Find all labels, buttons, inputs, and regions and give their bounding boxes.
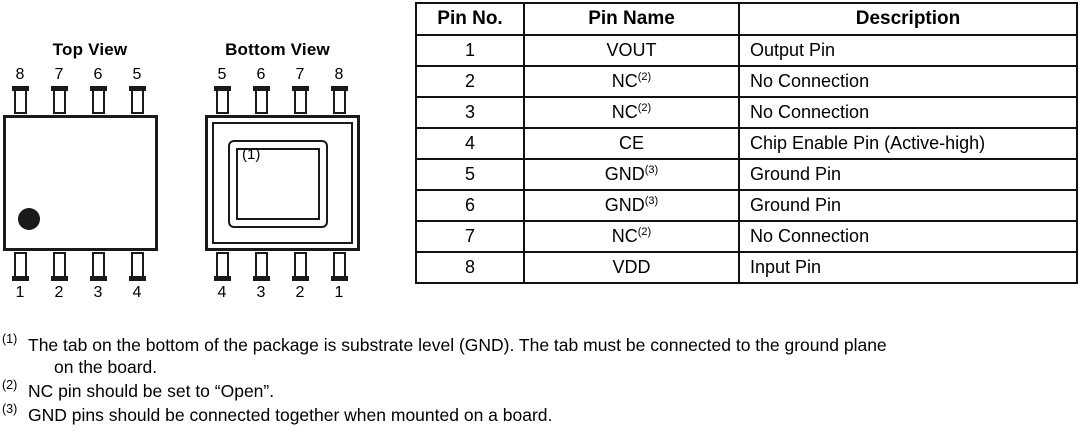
table-row bbox=[416, 128, 1077, 159]
pin-name-text: VOUT bbox=[606, 40, 657, 60]
table-row bbox=[416, 35, 1077, 66]
bottom-view-lead-7 bbox=[294, 88, 307, 114]
bottom-view-lead-2 bbox=[294, 252, 307, 278]
table-row bbox=[416, 66, 1077, 97]
cell-description: No Connection bbox=[739, 97, 1077, 128]
cell-pin-name bbox=[524, 66, 739, 97]
top-view-lead-8 bbox=[14, 88, 27, 114]
column-header-pin-name: Pin Name bbox=[524, 3, 739, 35]
top-view-lead-3 bbox=[92, 252, 105, 278]
top-view-lead-cap-2 bbox=[51, 276, 68, 281]
cell-description: Input Pin bbox=[739, 252, 1077, 283]
table-row bbox=[416, 221, 1077, 252]
bottom-view-lead-cap-3 bbox=[253, 276, 270, 281]
footnote-3-text: GND pins should be connected together when mounted on a board. bbox=[28, 405, 553, 426]
top-view-lead-6 bbox=[92, 88, 105, 114]
pin-name-text: VDD bbox=[612, 257, 651, 277]
bottom-view-pin-label-4: 4 bbox=[217, 284, 227, 301]
top-view-lead-cap-7 bbox=[51, 86, 68, 91]
table-header-row bbox=[416, 3, 1077, 35]
top-view-pin1-dot-icon bbox=[18, 208, 40, 230]
pin-description-table bbox=[415, 2, 1078, 284]
top-view-lead-cap-4 bbox=[129, 276, 146, 281]
pin-name-text: GND bbox=[604, 164, 645, 184]
cell-pin-no: 1 bbox=[416, 35, 524, 66]
bottom-view-lead-1 bbox=[333, 252, 346, 278]
top-view-lead-cap-6 bbox=[90, 86, 107, 91]
cell-pin-no: 4 bbox=[416, 128, 524, 159]
bottom-view-tab-footnote-label: (1) bbox=[242, 146, 261, 163]
cell-pin-no: 8 bbox=[416, 252, 524, 283]
footnote-2 bbox=[2, 380, 1078, 402]
footnote-1-continuation: on the board. bbox=[54, 357, 158, 378]
bottom-view-lead-cap-6 bbox=[253, 86, 270, 91]
top-view-pin-label-1: 1 bbox=[15, 284, 25, 301]
pin-name-text: NC bbox=[611, 102, 638, 122]
footnote-2-marker: (2) bbox=[2, 378, 18, 393]
top-view-lead-cap-3 bbox=[90, 276, 107, 281]
cell-pin-name bbox=[524, 159, 739, 190]
top-view-package-body bbox=[3, 115, 158, 251]
cell-description: No Connection bbox=[739, 66, 1077, 97]
table-row bbox=[416, 97, 1077, 128]
cell-pin-no: 7 bbox=[416, 221, 524, 252]
bottom-view-lead-cap-8 bbox=[331, 86, 348, 91]
cell-pin-no: 5 bbox=[416, 159, 524, 190]
cell-description: No Connection bbox=[739, 221, 1077, 252]
table-row bbox=[416, 252, 1077, 283]
bottom-view-lead-4 bbox=[216, 252, 229, 278]
pin-table-body bbox=[416, 35, 1077, 283]
package-diagrams bbox=[0, 0, 410, 325]
top-view-title: Top View bbox=[52, 40, 128, 59]
table-row bbox=[416, 159, 1077, 190]
top-view-lead-cap-8 bbox=[12, 86, 29, 91]
bottom-view-lead-5 bbox=[216, 88, 229, 114]
bottom-view-lead-cap-7 bbox=[292, 86, 309, 91]
footnote-3 bbox=[2, 404, 1078, 426]
footnote-1-text: The tab on the bottom of the package is substrate level (GND). The tab must be connected to the ground plane bbox=[28, 335, 887, 355]
bottom-view-lead-cap-2 bbox=[292, 276, 309, 281]
top-view-pin-label-8: 8 bbox=[15, 66, 25, 83]
bottom-view-pin-label-2: 2 bbox=[295, 284, 305, 301]
top-view-lead-2 bbox=[53, 252, 66, 278]
column-header-description: Description bbox=[739, 3, 1077, 35]
top-view-lead-cap-5 bbox=[129, 86, 146, 91]
pin-name-footnote-marker: (3) bbox=[644, 195, 659, 207]
top-view-pin-label-3: 3 bbox=[93, 284, 103, 301]
bottom-view-pin-label-6: 6 bbox=[256, 66, 266, 83]
cell-pin-no: 6 bbox=[416, 190, 524, 221]
cell-pin-no: 2 bbox=[416, 66, 524, 97]
cell-pin-name bbox=[524, 35, 739, 66]
pin-name-footnote-marker: (2) bbox=[637, 102, 652, 114]
footnote-1-marker: (1) bbox=[2, 332, 18, 346]
footnote-2-text: NC pin should be set to “Open”. bbox=[28, 381, 275, 402]
bottom-view-lead-8 bbox=[333, 88, 346, 114]
top-view-lead-5 bbox=[131, 88, 144, 114]
bottom-view-lead-3 bbox=[255, 252, 268, 278]
bottom-view-pin-label-5: 5 bbox=[217, 66, 227, 83]
bottom-view-pin-label-8: 8 bbox=[334, 66, 344, 83]
bottom-view-pin-label-1: 1 bbox=[334, 284, 344, 301]
pin-name-footnote-marker: (2) bbox=[637, 226, 652, 238]
top-view-lead-1 bbox=[14, 252, 27, 278]
bottom-view-lead-cap-4 bbox=[214, 276, 231, 281]
pin-name-text: NC bbox=[611, 226, 638, 246]
cell-pin-name bbox=[524, 128, 739, 159]
top-view-lead-4 bbox=[131, 252, 144, 278]
bottom-view-lead-6 bbox=[255, 88, 268, 114]
cell-pin-no: 3 bbox=[416, 97, 524, 128]
footnote-3-marker: (3) bbox=[2, 402, 18, 417]
table-row bbox=[416, 190, 1077, 221]
cell-pin-name bbox=[524, 97, 739, 128]
top-view-pin-label-4: 4 bbox=[132, 284, 142, 301]
cell-pin-name bbox=[524, 190, 739, 221]
cell-pin-name bbox=[524, 221, 739, 252]
top-view-pin-label-7: 7 bbox=[54, 66, 64, 83]
pin-name-footnote-marker: (3) bbox=[644, 164, 659, 176]
top-view-pin-label-5: 5 bbox=[132, 66, 142, 83]
cell-description: Output Pin bbox=[739, 35, 1077, 66]
top-view-lead-cap-1 bbox=[12, 276, 29, 281]
bottom-view-pin-label-3: 3 bbox=[256, 284, 266, 301]
bottom-view-lead-cap-1 bbox=[331, 276, 348, 281]
top-view-pin-label-2: 2 bbox=[54, 284, 64, 301]
top-view-lead-7 bbox=[53, 88, 66, 114]
bottom-view-title: Bottom View bbox=[225, 40, 330, 59]
cell-description: Ground Pin bbox=[739, 190, 1077, 221]
cell-pin-name bbox=[524, 252, 739, 283]
cell-description: Chip Enable Pin (Active-high) bbox=[739, 128, 1077, 159]
bottom-view-pin-label-7: 7 bbox=[295, 66, 305, 83]
bottom-view-lead-cap-5 bbox=[214, 86, 231, 91]
top-view-pin-label-6: 6 bbox=[93, 66, 103, 83]
column-header-pin-no: Pin No. bbox=[416, 3, 524, 35]
footnote-1 bbox=[2, 334, 1078, 378]
cell-description: Ground Pin bbox=[739, 159, 1077, 190]
pin-name-text: GND bbox=[604, 195, 645, 215]
footnotes bbox=[2, 334, 1078, 428]
pin-name-text: CE bbox=[618, 133, 644, 153]
pin-name-footnote-marker: (2) bbox=[637, 71, 652, 83]
pin-name-text: NC bbox=[611, 71, 638, 91]
